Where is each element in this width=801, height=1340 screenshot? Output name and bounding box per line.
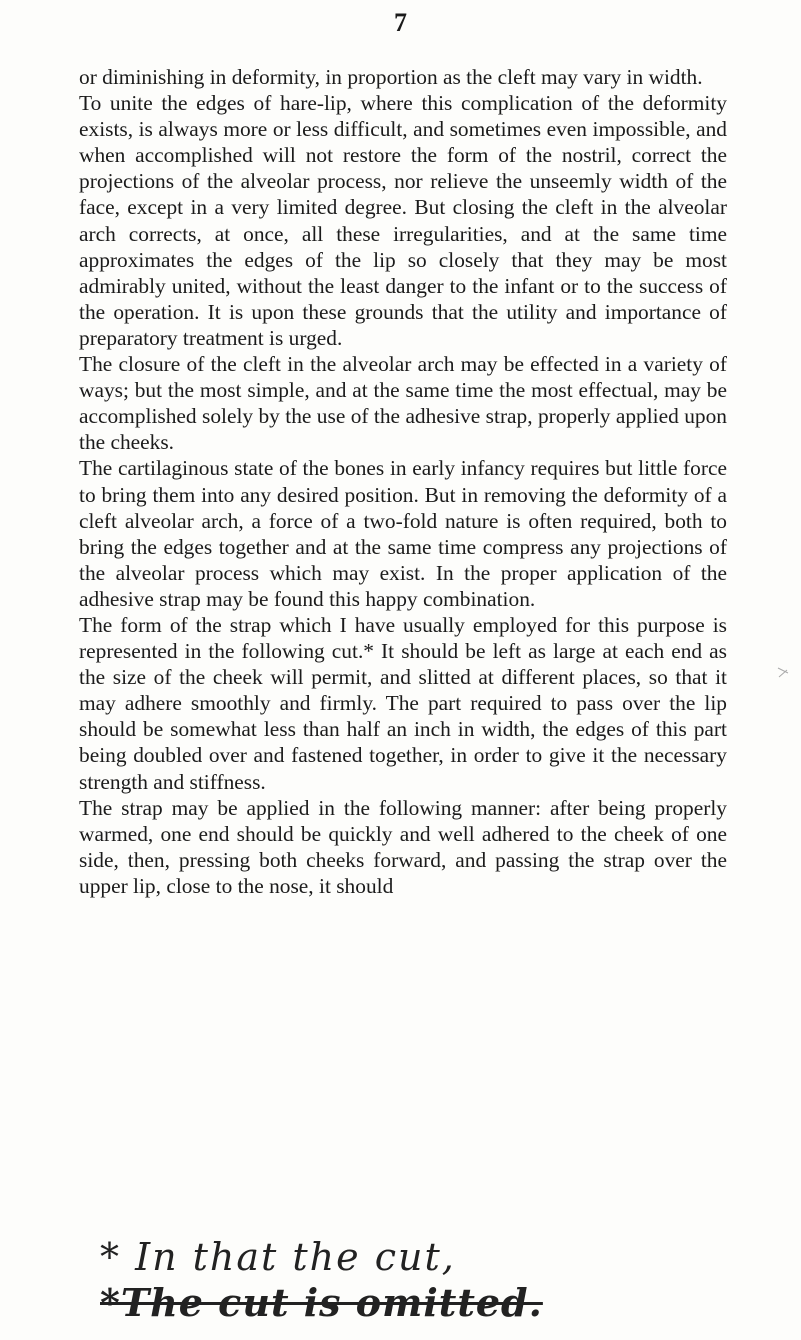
paragraph-3: The closure of the cleft in the alveolar arch may be effected in a variety of ways; but the most simple, and at the same time the most effectual, may be accomplished solely by the use of the adhesive strap, properly applied upon the cheeks. xyxy=(79,352,727,455)
body-text xyxy=(79,64,727,899)
footnote-line-1: * In that the cut, xyxy=(100,1235,456,1279)
footnote-line-2: *The cut is omitted. xyxy=(100,1280,543,1325)
handwritten-footnote xyxy=(100,1235,740,1325)
paragraph-1: or diminishing in deformity, in proportion as the cleft may vary in width. xyxy=(79,65,703,89)
paragraph-6: The strap may be applied in the following manner: after being properly warmed, one end should be quickly and well adhered to the cheek of one side, then, pressing both cheeks forward, and passing the strap over the upper lip, close to the nose, it should xyxy=(79,795,727,898)
paragraph-4: The cartilaginous state of the bones in early infancy requires but little force to bring them into any desired position. But in removing the deformity of a cleft alveolar arch, a force of a two-fold nature is often required, both to bring the edges together and at the same time compress any projections of the alveolar process which may exist. In the proper application of the adhesive strap may be found this happy combination. xyxy=(79,456,727,611)
page-number: 7 xyxy=(394,8,407,37)
page-edge-mark xyxy=(776,665,790,683)
paragraph-5: The form of the strap which I have usually employed for this purpose is represented in the following cut.* It should be left as large at each end as the size of the cheek will permit, and slitted at different places, so that it may adhere smoothly and firmly. The part required to pass over the lip should be somewhat less than half an inch in width, the edges of this part being doubled over and fastened together, in order to give it the necessary strength and stiffness. xyxy=(79,612,727,794)
paragraph-2: To unite the edges of hare-lip, where this complication of the deformity exists, is always more or less difficult, and sometimes even impossible, and when accomplished will not restore the form of the nostril, correct the projections of the alveolar process, nor relieve the unseemly width of the face, except in a very limited degree. But closing the cleft in the alveolar arch corrects, at once, all these irregularities, and at the same time approximates the edges of the lip so closely that they may be most admirably united, without the least danger to the infant or to the success of the operation. It is upon these grounds that the utility and importance of preparatory treatment is urged. xyxy=(79,91,727,350)
